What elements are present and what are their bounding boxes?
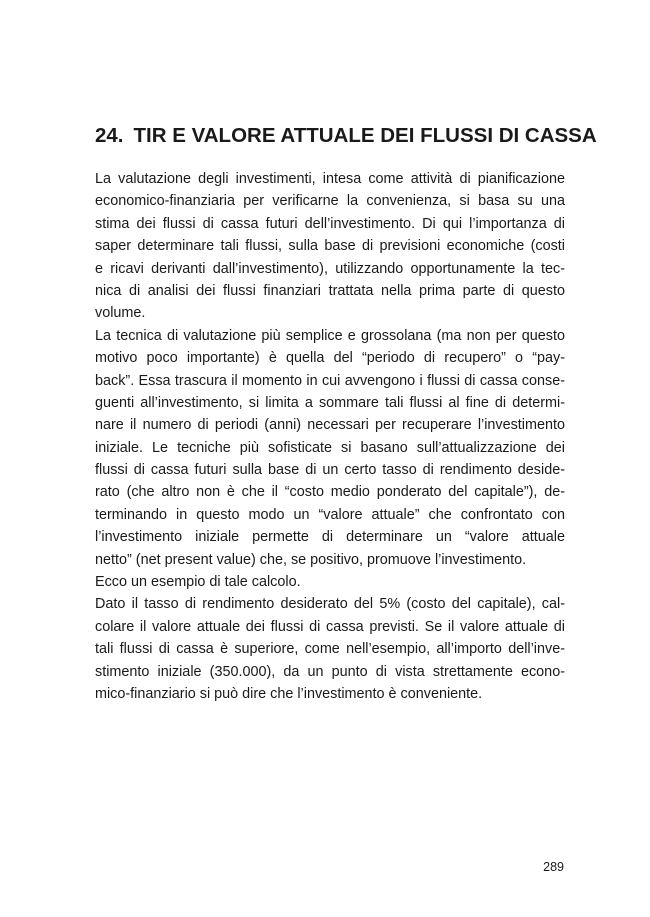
text-line: back”. Essa trascura il momento in cui avvengono i flussi di cassa conse- — [95, 372, 565, 389]
text-line: guenti all’investimento, si limita a sommare tali flussi al fine di determi- — [95, 394, 565, 411]
text-line: La tecnica di valutazione più semplice e grossolana (ma non per questo — [95, 327, 565, 344]
text-line: flussi di cassa futuri sulla base di un certo tasso di rendimento deside- — [95, 462, 565, 479]
body-text — [95, 168, 565, 705]
text-line: terminando in questo modo un “valore attuale” che confrontato con — [95, 506, 565, 523]
text-line: e ricavi derivanti dall’investimento), utilizzando opportunamente la tec- — [95, 260, 565, 277]
text-line: l’investimento iniziale permette di determinare un “valore attuale — [95, 529, 565, 546]
text-line: Dato il tasso di rendimento desiderato del 5% (costo del capitale), cal- — [95, 596, 565, 613]
page-number: 289 — [543, 860, 564, 874]
text-line: nica di analisi dei flussi finanziari trattata nella prima parte di questo — [95, 282, 565, 299]
text-line: saper determinare tali flussi, sulla base di previsioni economiche (costi — [95, 238, 565, 255]
chapter-number: 24. — [95, 124, 124, 147]
text-line: economico-finanziaria per verificarne la convenienza, si basa su una — [95, 193, 565, 210]
text-line: stimento iniziale (350.000), da un punto di vista strettamente econo- — [95, 663, 565, 680]
text-line: motivo poco importante) è quella del “periodo di recupero” o “pay- — [95, 350, 565, 367]
text-line: netto” (net present value) che, se positivo, promuove l’investimento. — [95, 551, 527, 568]
text-line: volume. — [95, 305, 146, 322]
text-line: Ecco un esempio di tale calcolo. — [95, 574, 301, 591]
text-line: rato (che altro non è che il “costo medio ponderato del capitale”), de- — [95, 484, 565, 501]
chapter-title: TIR E VALORE ATTUALE DEI FLUSSI DI CASSA — [133, 124, 597, 147]
text-line: nare il numero di periodi (anni) necessari per recuperare l’investimento — [95, 417, 565, 434]
text-line: tali flussi di cassa è superiore, come nell’esempio, all’importo dell’inve- — [95, 641, 565, 658]
chapter-heading — [95, 124, 597, 148]
text-line: mico-finanziario si può dire che l’investimento è conveniente. — [95, 685, 483, 702]
text-line: stima dei flussi di cassa futuri dell’investimento. Di qui l’importanza di — [95, 215, 565, 232]
text-line: colare il valore attuale dei flussi di cassa previsti. Se il valore attuale di — [95, 618, 565, 635]
text-line: La valutazione degli investimenti, intesa come attività di pianificazione — [95, 171, 565, 187]
text-line: iniziale. Le tecniche più sofisticate si basano sull’attualizzazione dei — [95, 439, 565, 456]
